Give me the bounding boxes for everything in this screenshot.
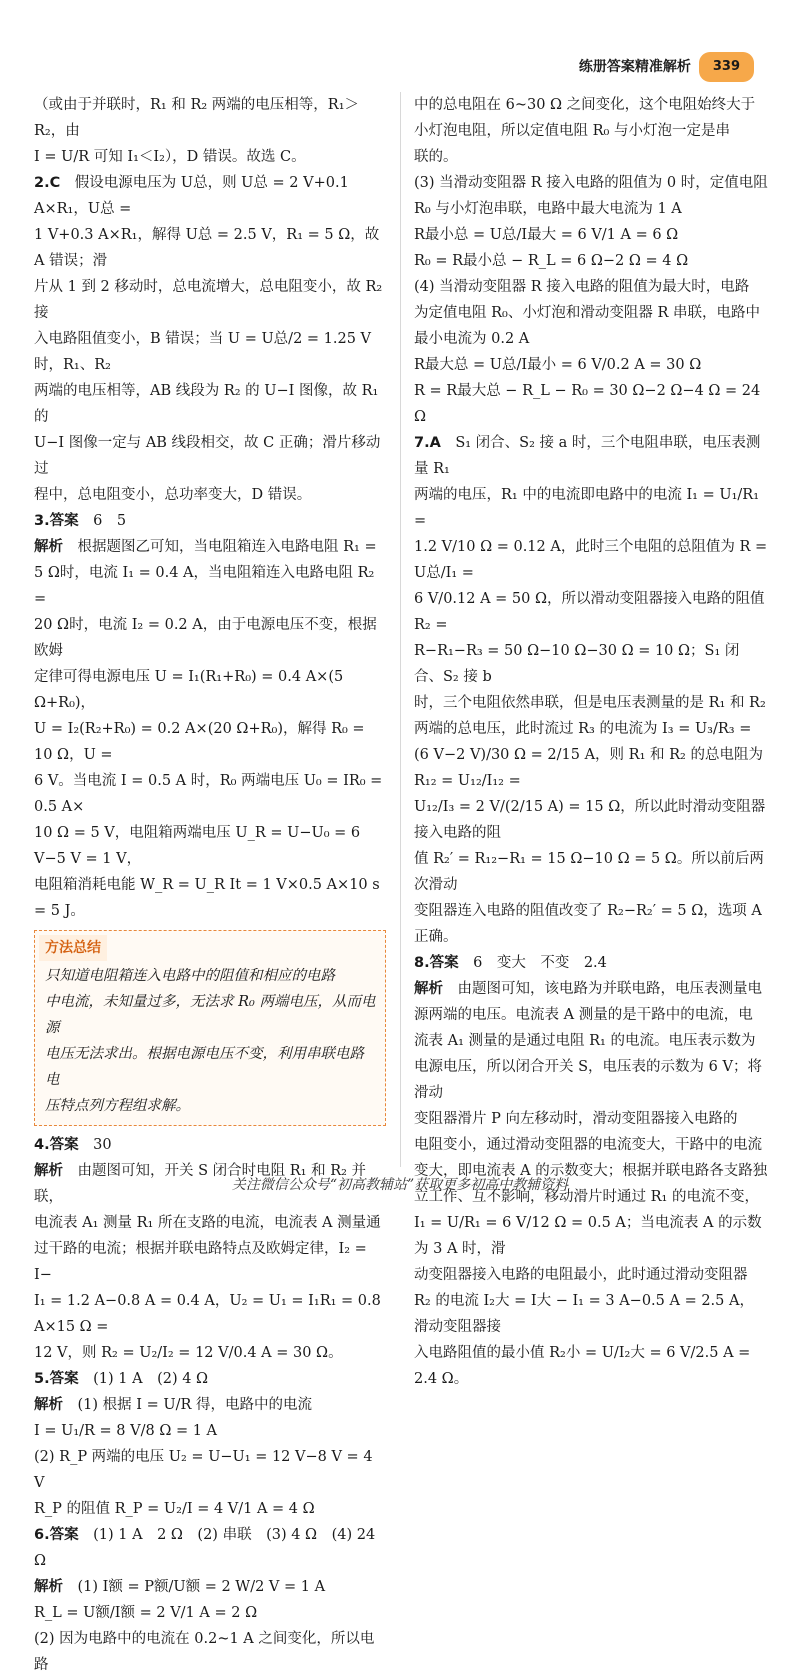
text-line: 立工作、互不影响，移动滑片时通过 R₁ 的电流不变， — [414, 1189, 759, 1205]
text-line: 值 R₂′ = R₁₂−R₁ = 15 Ω−10 Ω = 5 Ω。所以前后两次滑动 — [414, 851, 764, 893]
text-line: 压特点列方程组求解。 — [45, 1098, 190, 1114]
text-line: 电源电压，所以闭合开关 S，电压表的示数为 6 V；将滑动 — [414, 1059, 762, 1101]
text-line: (4) 当滑动变阻器 R 接入电路的阻值为最大时，电路 — [414, 279, 750, 295]
method-summary-title: 方法总结 — [39, 935, 107, 961]
column-divider — [400, 92, 401, 1167]
text-line: R₀ = R最小总 − R_L = 6 Ω−2 Ω = 4 Ω — [414, 253, 689, 269]
text-line: I₁ = U/R₁ = 6 V/12 Ω = 0.5 A；当电流表 A 的示数为 3 A 时，滑 — [414, 1215, 762, 1257]
text-line: （或由于并联时，R₁ 和 R₂ 两端的电压相等，R₁＞R₂，由 — [34, 97, 360, 139]
text-line: 电压无法求出。根据电源电压不变，利用串联电路电 — [45, 1046, 364, 1088]
text-line: 20 Ω时，电流 I₂ = 0.2 A，由于电源电压不变，根据欧姆 — [34, 617, 377, 659]
page-number-badge: 339 — [699, 52, 754, 82]
text-line: 程中，总电阻变小，总功率变大，D 错误。 — [34, 487, 312, 503]
text-line: 1 V+0.3 A×R₁，解得 U总 = 2.5 V，R₁ = 5 Ω，故 A 错误；滑 — [34, 227, 380, 269]
text-line: 入电路阻值的最小值 R₂小 = U/I₂大 = 6 V/2.5 A = 2.4 Ω。 — [414, 1345, 751, 1387]
text-line: 定律可得电源电压 U = I₁(R₁+R₀) = 0.4 A×(5 Ω+R₀)， — [34, 669, 344, 711]
text-line: R最小总 = U总/I最大 = 6 V/1 A = 6 Ω — [414, 227, 679, 243]
text-line: 5 Ω时，电流 I₁ = 0.4 A，当电阻箱连入电路电阻 R₂ = — [34, 565, 375, 607]
text-line: 6 V/0.12 A = 50 Ω，所以滑动变阻器接入电路的阻值 R₂ = — [414, 591, 765, 633]
text-line: R最大总 = U总/I最小 = 6 V/0.2 A = 30 Ω — [414, 357, 702, 373]
text-line: 12 V，则 R₂ = U₂/I₂ = 12 V/0.4 A = 30 Ω。 — [34, 1345, 343, 1361]
text-line: 两端的电压，R₁ 中的电流即电路中的电流 I₁ = U₁/R₁ = — [414, 487, 760, 529]
text-line: R₀ 与小灯泡串联，电路中最大电流为 1 A — [414, 201, 682, 217]
text-line: 动变阻器接入电路的电阻最小，此时通过滑动变阻器 — [414, 1267, 748, 1283]
left-column-text — [34, 92, 386, 924]
text-line: 电阻变小，通过滑动变阻器的电流变大，干路中的电流 — [414, 1137, 762, 1153]
text-line: I₁ = 1.2 A−0.8 A = 0.4 A，U₂ = U₁ = I₁R₁ = 0.8 A×15 Ω = — [34, 1293, 381, 1335]
text-line: 解析 根据题图乙可知，当电阻箱连入电路电阻 R₁ = — [34, 539, 377, 555]
text-line: 5.答案 (1) 1 A (2) 4 Ω — [34, 1371, 209, 1387]
text-line: 片从 1 到 2 移动时，总电流增大，总电阻变小，故 R₂ 接 — [34, 279, 383, 321]
text-line: 正确。 — [414, 929, 458, 945]
text-line: I = U₁/R = 8 V/8 Ω = 1 A — [34, 1423, 218, 1439]
text-line: 过干路的电流；根据并联电路特点及欧姆定律，I₂ = I− — [34, 1241, 367, 1283]
text-line: 为定值电阻 R₀、小灯泡和滑动变阻器 R 串联，电路中 — [414, 305, 760, 321]
left-column — [34, 92, 386, 1678]
text-line: 6.答案 (1) 1 A 2 Ω (2) 串联 (3) 4 Ω (4) 24 Ω — [34, 1527, 376, 1569]
text-line: 解析 (1) I额 = P额/U额 = 2 W/2 V = 1 A — [34, 1579, 326, 1595]
text-line: 4.答案 30 — [34, 1137, 112, 1153]
text-line: 时，三个电阻依然串联，但是电压表测量的是 R₁ 和 R₂ — [414, 695, 766, 711]
text-line: (3) 当滑动变阻器 R 接入电路的阻值为 0 时，定值电阻 — [414, 175, 768, 191]
text-line: 变阻器滑片 P 向左移动时，滑动变阻器接入电路的 — [414, 1111, 738, 1127]
text-line: (2) 因为电路中的电流在 0.2~1 A 之间变化，所以电路 — [34, 1631, 375, 1673]
text-line: 解析 由题图可知，该电路为并联电路，电压表测量电 — [414, 981, 762, 997]
text-line: R_L = U额/I额 = 2 V/1 A = 2 Ω — [34, 1605, 258, 1621]
text-line: 只知道电阻箱连入电路中的阻值和相应的电路 — [45, 968, 335, 984]
text-line: 电流表 A₁ 测量 R₁ 所在支路的电流，电流表 A 测量通 — [34, 1215, 381, 1231]
text-line: 3.答案 6 5 — [34, 513, 127, 529]
text-line: 源两端的电压。电流表 A 测量的是干路中的电流，电 — [414, 1007, 753, 1023]
text-line: 变阻器连入电路的阻值改变了 R₂−R₂′ = 5 Ω，选项 A — [414, 903, 762, 919]
text-line: R_P 的阻值 R_P = U₂/I = 4 V/1 A = 4 Ω — [34, 1501, 315, 1517]
text-line: 联的。 — [414, 149, 458, 165]
text-line: 1.2 V/10 Ω = 0.12 A，此时三个电阻的总阻值为 R = U总/I₁ = — [414, 539, 768, 581]
text-line: 两端的电压相等，AB 线段为 R₂ 的 U−I 图像，故 R₁ 的 — [34, 383, 379, 425]
text-line: 解析 由题图可知，开关 S 闭合时电阻 R₁ 和 R₂ 并联， — [34, 1163, 367, 1205]
text-line: U = I₂(R₂+R₀) = 0.2 A×(20 Ω+R₀)，解得 R₀ = 10 Ω，U = — [34, 721, 365, 763]
text-line: 中电流，未知量过多，无法求 R₀ 两端电压，从而电源 — [45, 994, 376, 1036]
text-line: 6 V。当电流 I = 0.5 A 时，R₀ 两端电压 U₀ = IR₀ = 0.5 A× — [34, 773, 383, 815]
text-line: I = U/R 可知 I₁＜I₂），D 错误。故选 C。 — [34, 149, 306, 165]
text-line: R−R₁−R₃ = 50 Ω−10 Ω−30 Ω = 10 Ω；S₁ 闭合、S₂ 接 b — [414, 643, 740, 685]
text-line: 变大，即电流表 A 的示数变大；根据并联电路各支路独 — [414, 1163, 768, 1179]
text-line: 入电路阻值变小，B 错误；当 U = U总/2 = 1.25 V 时，R₁、R₂ — [34, 331, 372, 373]
text-line: 2.C 假设电源电压为 U总，则 U总 = 2 V+0.1 A×R₁，U总 = — [34, 175, 349, 217]
text-line: R₂ 的电流 I₂大 = I大 − I₁ = 3 A−0.5 A = 2.5 A，滑动变阻器接 — [414, 1293, 754, 1335]
left-column-text-2 — [34, 1132, 386, 1678]
text-line: 最小电流为 0.2 A — [414, 331, 530, 347]
text-line: 7.A S₁ 闭合、S₂ 接 a 时，三个电阻串联，电压表测量 R₁ — [414, 435, 761, 477]
text-line: 解析 (1) 根据 I = U/R 得，电路中的电流 — [34, 1397, 312, 1413]
text-line: (2) R_P 两端的电压 U₂ = U−U₁ = 12 V−8 V = 4 V — [34, 1449, 373, 1491]
text-line: 流表 A₁ 测量的是通过电阻 R₁ 的电流。电压表示数为 — [414, 1033, 756, 1049]
method-summary-box — [34, 930, 386, 1126]
text-line: 中的总电阻在 6~30 Ω 之间变化，这个电阻始终大于 — [414, 97, 756, 113]
text-line: 两端的总电压，此时流过 R₃ 的电流为 I₃ = U₃/R₃ = — [414, 721, 752, 737]
text-line: U₁₂/I₃ = 2 V/(2/15 A) = 15 Ω，所以此时滑动变阻器接入电路的阻 — [414, 799, 766, 841]
text-line: 10 Ω = 5 V，电阻箱两端电压 U_R = U−U₀ = 6 V−5 V = 1 V， — [34, 825, 361, 867]
header-title: 练册答案精准解析 — [578, 59, 691, 75]
method-summary-text — [45, 963, 377, 1119]
text-line: 8.答案 6 变大 不变 2.4 — [414, 955, 607, 971]
text-line: R = R最大总 − R_L − R₀ = 30 Ω−2 Ω−4 Ω = 24 Ω — [414, 383, 761, 425]
page-header — [579, 56, 754, 78]
text-line: (6 V−2 V)/30 Ω = 2/15 A，则 R₁ 和 R₂ 的总电阻为 R₁₂ = U₁₂/I₁₂ = — [414, 747, 763, 789]
footer-promo: 关注微信公众号“初高教辅站”获取更多初高中教辅资料 — [231, 1177, 569, 1193]
text-line: U−I 图像一定与 AB 线段相交，故 C 正确；滑片移动过 — [34, 435, 381, 477]
text-line: 小灯泡电阻，所以定值电阻 R₀ 与小灯泡一定是串 — [414, 123, 730, 139]
text-line: 电阻箱消耗电能 W_R = U_R It = 1 V×0.5 A×10 s = 5 J。 — [34, 877, 380, 919]
